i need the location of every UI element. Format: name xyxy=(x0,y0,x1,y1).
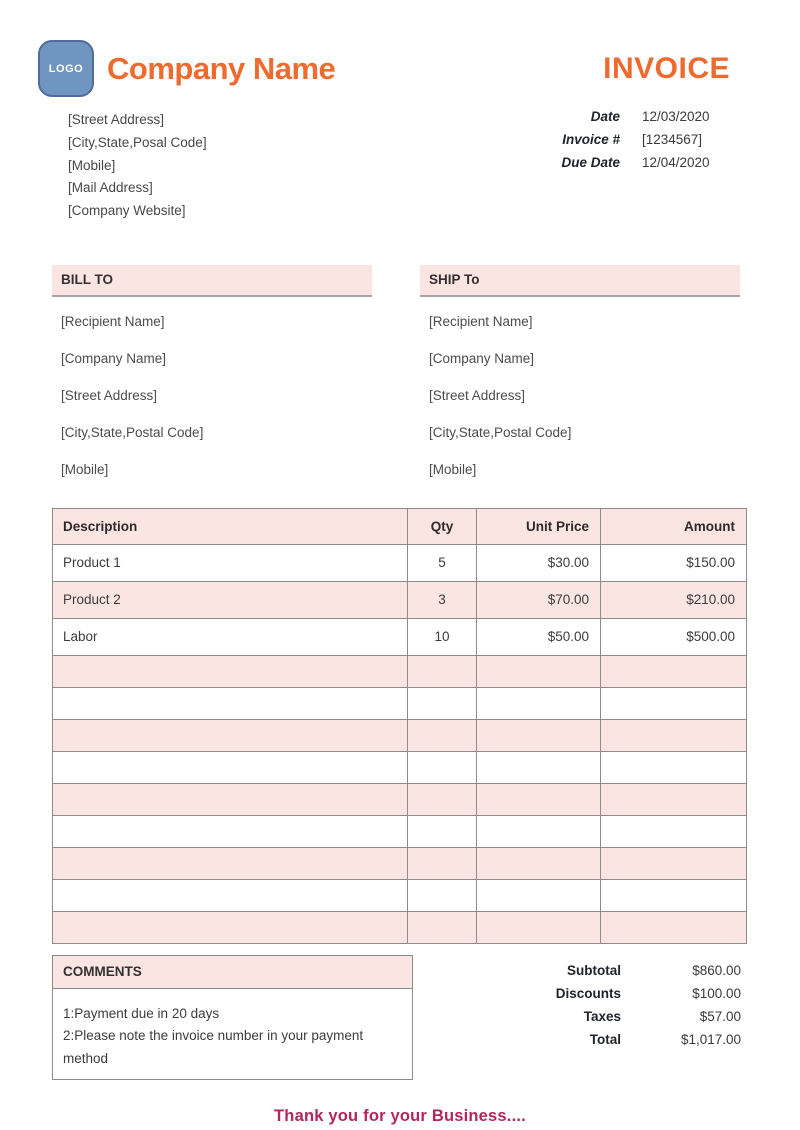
company-info-block xyxy=(68,109,207,223)
invoice-meta-block xyxy=(561,109,718,178)
company-mobile: [Mobile] xyxy=(68,157,116,173)
bottom-section xyxy=(52,955,746,1080)
empty-row xyxy=(53,911,747,943)
company-mail-address: [Mail Address] xyxy=(68,180,153,196)
bill-to-city-state-postal: [City,State,Postal Code] xyxy=(61,424,204,440)
invoice-date-value: 12/03/2020 xyxy=(642,109,710,124)
comments-header xyxy=(53,956,412,989)
item-row xyxy=(53,544,747,581)
bill-to-company-name: [Company Name] xyxy=(61,350,167,366)
item-row xyxy=(53,618,747,655)
item-unit-price-cell: $50.00 xyxy=(477,618,601,655)
items-header-row xyxy=(53,508,747,544)
invoice-date-row xyxy=(561,109,718,132)
empty-row xyxy=(53,751,747,783)
empty-row xyxy=(53,719,747,751)
column-header-qty: Qty xyxy=(408,508,477,544)
bill-to-mobile: [Mobile] xyxy=(61,461,109,477)
ship-to-title: SHIP To xyxy=(429,272,480,288)
empty-row xyxy=(53,655,747,687)
subtotal-value: $860.00 xyxy=(692,962,741,978)
taxes-row xyxy=(454,1009,746,1024)
company-logo xyxy=(38,40,94,97)
taxes-value: $57.00 xyxy=(699,1008,741,1024)
comment-line: 2:Please note the invoice number in your payment method xyxy=(63,1028,364,1066)
company-street-address: [Street Address] xyxy=(68,112,165,127)
empty-row xyxy=(53,783,747,815)
bill-to-header xyxy=(52,265,372,297)
item-description-cell: Product 1 xyxy=(53,544,408,581)
invoice-number-value: [1234567] xyxy=(642,132,703,147)
header xyxy=(0,0,800,97)
subtotal-row xyxy=(454,963,746,978)
comments-body xyxy=(53,989,412,1071)
empty-row xyxy=(53,687,747,719)
ship-to-city-state-postal: [City,State,Postal Code] xyxy=(429,424,572,440)
item-description-cell: Labor xyxy=(53,618,408,655)
invoice-number-row xyxy=(561,132,718,155)
comments-title: COMMENTS xyxy=(63,964,142,980)
bill-to-title: BILL TO xyxy=(61,272,114,288)
invoice-title: INVOICE xyxy=(603,51,730,85)
bill-to-street-address: [Street Address] xyxy=(61,387,158,403)
items-table xyxy=(52,508,747,944)
ship-to-fields xyxy=(420,297,740,477)
thank-you-message: Thank you for your Business.... xyxy=(274,1106,526,1125)
bill-to-section xyxy=(52,265,372,499)
item-qty-cell: 5 xyxy=(408,544,477,581)
column-header-description: Description xyxy=(53,508,408,544)
item-unit-price-cell: $30.00 xyxy=(477,544,601,581)
ship-to-section xyxy=(420,265,740,499)
invoice-date-label: Date xyxy=(590,109,620,124)
total-label: Total xyxy=(589,1031,621,1047)
items-table-body xyxy=(53,544,747,943)
total-value: $1,017.00 xyxy=(680,1031,741,1047)
item-description-cell: Product 2 xyxy=(53,581,408,618)
total-row xyxy=(454,1032,746,1047)
column-header-amount: Amount xyxy=(601,508,747,544)
company-city-state-postal: [City,State,Posal Code] xyxy=(68,134,207,150)
bill-to-recipient-name: [Recipient Name] xyxy=(61,313,165,329)
ship-to-header xyxy=(420,265,740,297)
item-amount-cell: $500.00 xyxy=(601,618,747,655)
item-qty-cell: 3 xyxy=(408,581,477,618)
info-row xyxy=(0,97,800,223)
totals-block xyxy=(454,955,746,1080)
comments-box xyxy=(52,955,413,1080)
footer xyxy=(0,1107,800,1126)
ship-to-street-address: [Street Address] xyxy=(429,387,526,403)
items-table-header xyxy=(53,508,747,544)
column-header-unit-price: Unit Price xyxy=(477,508,601,544)
parties-section xyxy=(52,265,740,499)
item-amount-cell: $150.00 xyxy=(601,544,747,581)
empty-row xyxy=(53,879,747,911)
empty-row xyxy=(53,847,747,879)
taxes-label: Taxes xyxy=(583,1008,621,1024)
invoice-due-date-label: Due Date xyxy=(561,155,620,170)
item-row xyxy=(53,581,747,618)
ship-to-mobile: [Mobile] xyxy=(429,461,477,477)
discounts-label: Discounts xyxy=(555,985,621,1001)
subtotal-label: Subtotal xyxy=(567,962,621,978)
invoice-due-date-row xyxy=(561,155,718,178)
ship-to-company-name: [Company Name] xyxy=(429,350,535,366)
discounts-value: $100.00 xyxy=(692,985,741,1001)
bill-to-fields xyxy=(52,297,372,477)
logo-text: LOGO xyxy=(48,62,84,75)
item-amount-cell: $210.00 xyxy=(601,581,747,618)
discounts-row xyxy=(454,986,746,1001)
ship-to-recipient-name: [Recipient Name] xyxy=(429,313,533,329)
company-website: [Company Website] xyxy=(68,203,186,219)
company-name: Company Name xyxy=(107,50,336,86)
invoice-due-date-value: 12/04/2020 xyxy=(642,155,710,170)
invoice-number-label: Invoice # xyxy=(562,132,620,147)
item-unit-price-cell: $70.00 xyxy=(477,581,601,618)
comment-line: 1:Payment due in 20 days xyxy=(63,1005,220,1021)
item-qty-cell: 10 xyxy=(408,618,477,655)
empty-row xyxy=(53,815,747,847)
